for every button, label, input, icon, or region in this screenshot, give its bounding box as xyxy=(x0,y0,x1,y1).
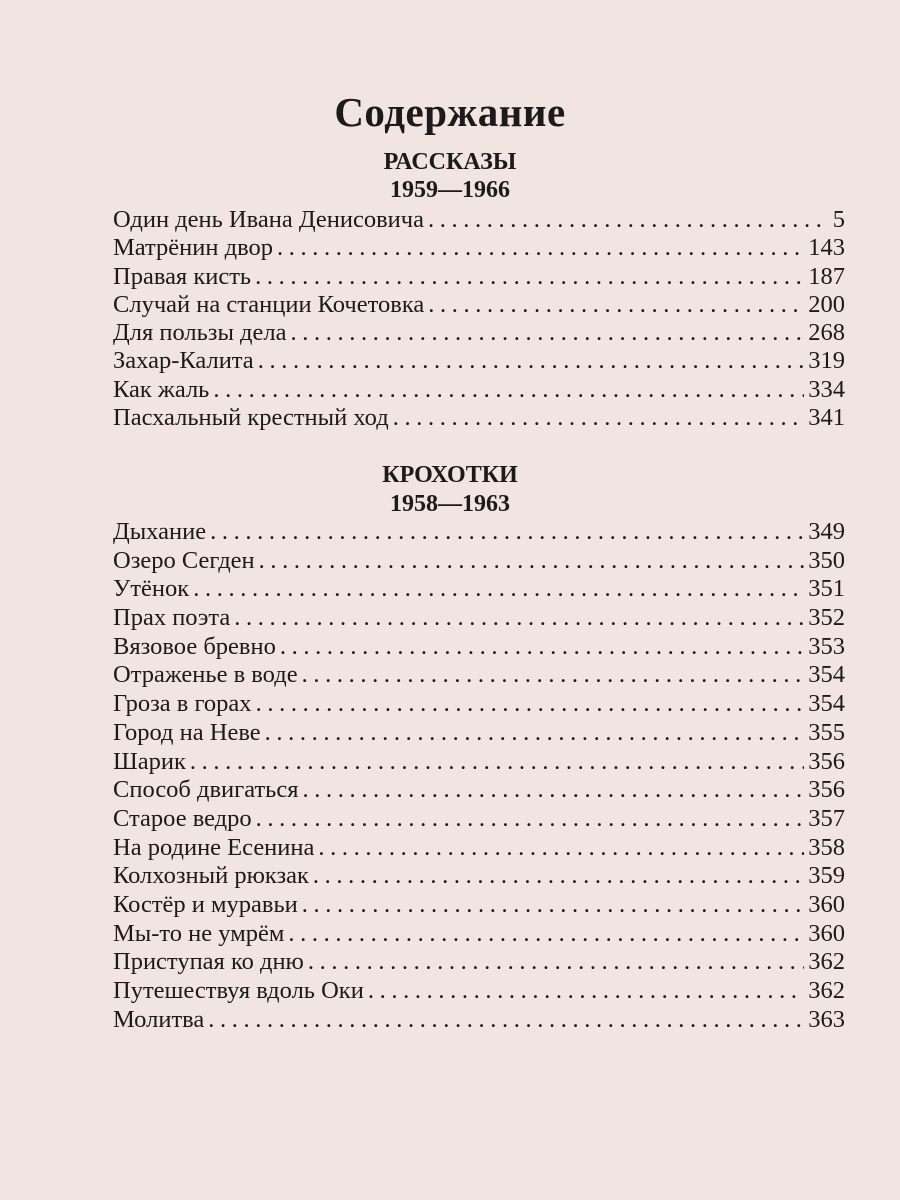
dot-leader xyxy=(302,661,805,690)
dot-leader xyxy=(256,805,805,834)
dot-leader xyxy=(277,234,804,262)
toc-entry-page: 351 xyxy=(808,575,845,603)
toc-entry xyxy=(113,862,845,891)
toc-entry xyxy=(113,547,845,576)
toc-entry-title: Молитва xyxy=(113,1005,205,1033)
dot-leader xyxy=(213,376,804,404)
dot-leader xyxy=(256,690,805,719)
toc-entry-page: 363 xyxy=(808,1005,845,1033)
toc-entry-title: Случай на станции Кочетовка xyxy=(113,290,425,318)
section-years-stories: 1959—1966 xyxy=(390,177,510,203)
dot-leader xyxy=(259,547,805,576)
dot-leader xyxy=(288,920,804,949)
toc-entry-title: Утёнок xyxy=(113,575,190,603)
toc-entry xyxy=(113,206,845,234)
toc-entry-page: 353 xyxy=(808,632,845,660)
dot-leader xyxy=(302,891,804,920)
toc-entry-page: 355 xyxy=(808,718,845,746)
toc-entry-title: Шарик xyxy=(113,747,186,775)
toc-entry-title: Гроза в горах xyxy=(113,690,252,718)
toc-entry-title: Захар-Калита xyxy=(113,347,254,375)
toc-list-miniatures xyxy=(113,518,845,1034)
toc-entry-title: На родине Есенина xyxy=(113,833,315,861)
toc-entry xyxy=(113,291,845,319)
dot-leader xyxy=(234,604,804,633)
toc-entry-title: Костёр и муравьи xyxy=(113,890,298,918)
toc-entry-page: 341 xyxy=(808,404,845,432)
toc-entry-page: 362 xyxy=(808,977,845,1004)
dot-leader xyxy=(368,977,804,1006)
dot-leader xyxy=(190,748,804,777)
toc-entry-title: Приступая ко дню xyxy=(113,948,304,976)
toc-entry xyxy=(113,661,845,690)
toc-entry xyxy=(113,319,845,347)
dot-leader xyxy=(428,291,804,319)
toc-entry-page: 354 xyxy=(808,661,845,689)
toc-entry-page: 359 xyxy=(808,862,845,890)
toc-entry xyxy=(113,834,845,863)
dot-leader xyxy=(255,263,804,291)
toc-entry-title: Город на Неве xyxy=(113,718,261,746)
toc-entry xyxy=(113,748,845,777)
dot-leader xyxy=(313,862,804,891)
toc-list-stories xyxy=(113,206,845,432)
dot-leader xyxy=(208,1006,804,1035)
dot-leader xyxy=(280,633,804,662)
toc-entry-page: 357 xyxy=(808,804,845,832)
toc-entry-page: 349 xyxy=(808,518,845,545)
toc-entry xyxy=(113,1006,845,1035)
toc-entry-page: 360 xyxy=(808,919,845,947)
toc-entry-title: Озеро Сегден xyxy=(113,546,255,574)
toc-entry xyxy=(113,805,845,834)
toc-entry-title: Отраженье в воде xyxy=(113,661,298,689)
toc-entry-title: Один день Ивана Денисовича xyxy=(113,206,424,233)
toc-entry xyxy=(113,719,845,748)
toc-entry xyxy=(113,518,845,547)
toc-entry xyxy=(113,977,845,1006)
toc-entry-page: 360 xyxy=(808,890,845,918)
toc-entry-page: 143 xyxy=(808,234,845,262)
dot-leader xyxy=(258,347,805,375)
toc-entry xyxy=(113,604,845,633)
toc-entry-page: 350 xyxy=(808,546,845,574)
toc-entry xyxy=(113,891,845,920)
toc-entry-title: Правая кисть xyxy=(113,262,252,290)
toc-entry-page: 268 xyxy=(808,319,845,347)
toc-entry xyxy=(113,263,845,291)
dot-leader xyxy=(193,575,804,604)
section-years-miniatures: 1958—1963 xyxy=(390,491,510,517)
toc-entry-title: Пасхальный крестный ход xyxy=(113,404,389,432)
toc-entry-title: Путешествуя вдоль Оки xyxy=(113,977,364,1004)
toc-entry xyxy=(113,776,845,805)
toc-entry-title: Колхозный рюкзак xyxy=(113,862,309,890)
toc-entry-page: 187 xyxy=(808,262,845,290)
toc-entry-page: 362 xyxy=(808,948,845,976)
toc-entry-title: Старое ведро xyxy=(113,804,252,832)
toc-entry-page: 5 xyxy=(832,206,845,233)
toc-entry-title: Для пользы дела xyxy=(113,319,287,347)
dot-leader xyxy=(428,206,829,234)
toc-entry xyxy=(113,404,845,432)
page-title: Содержание xyxy=(334,89,566,135)
toc-entry xyxy=(113,347,845,375)
toc-entry-page: 319 xyxy=(808,347,845,375)
toc-entry xyxy=(113,920,845,949)
toc-entry-page: 354 xyxy=(808,690,845,718)
dot-leader xyxy=(308,948,804,977)
toc-entry-title: Матрёнин двор xyxy=(113,234,273,262)
toc-entry-title: Прах поэта xyxy=(113,604,231,632)
dot-leader xyxy=(290,319,804,347)
toc-entry-title: Как жаль xyxy=(113,375,210,403)
section-heading-stories: РАССКАЗЫ xyxy=(383,149,517,175)
toc-entry-title: Дыхание xyxy=(113,518,207,545)
dot-leader xyxy=(303,776,805,805)
toc-entry-page: 334 xyxy=(808,375,845,403)
toc-entry-title: Способ двигаться xyxy=(113,776,299,804)
toc-entry xyxy=(113,234,845,262)
toc-entry-page: 356 xyxy=(808,747,845,775)
dot-leader xyxy=(393,404,805,432)
dot-leader xyxy=(318,834,804,863)
section-heading-miniatures: КРОХОТКИ xyxy=(382,462,518,488)
dot-leader xyxy=(210,518,804,547)
toc-entry xyxy=(113,948,845,977)
toc-entry-page: 358 xyxy=(808,833,845,861)
toc-entry-page: 352 xyxy=(808,604,845,632)
dot-leader xyxy=(265,719,805,748)
toc-entry xyxy=(113,376,845,404)
toc-entry-page: 356 xyxy=(808,776,845,804)
toc-entry xyxy=(113,575,845,604)
toc-entry-title: Мы-то не умрём xyxy=(113,919,285,947)
toc-entry xyxy=(113,690,845,719)
toc-entry xyxy=(113,633,845,662)
toc-entry-page: 200 xyxy=(808,290,845,318)
toc-entry-title: Вязовое бревно xyxy=(113,632,276,660)
